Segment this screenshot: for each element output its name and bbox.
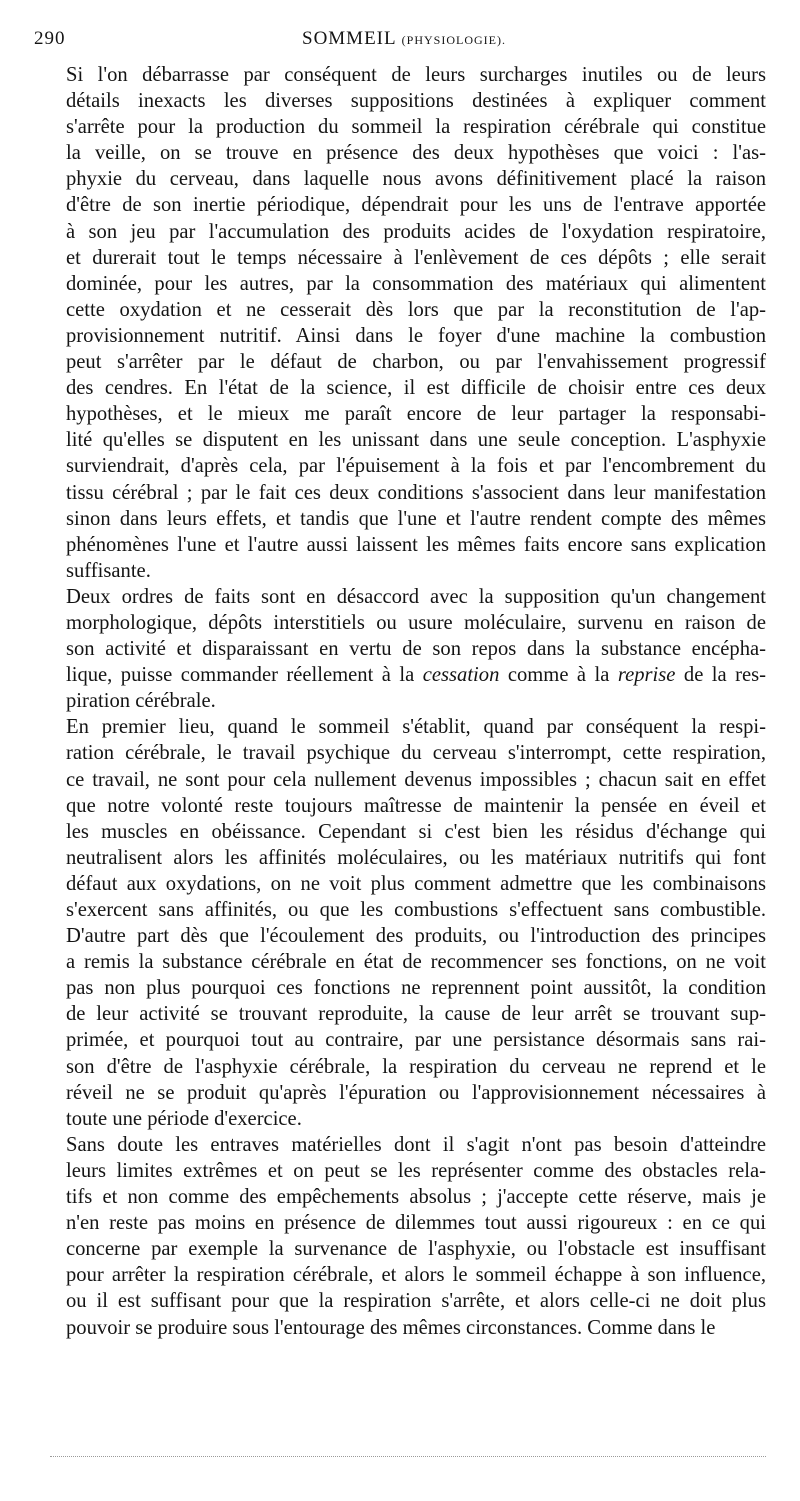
text-line: des cendres. En l'état de la science, il est difficile de choisir entre ces deux: [66, 377, 766, 400]
text-line: morphologique, dépôts interstitiels ou usure moléculaire, survenu en raison de: [66, 611, 766, 634]
text-line: les muscles en obéissance. Cependant si c'est bien les résidus d'échange qui: [66, 820, 766, 843]
text-line: s'exercent sans affinités, ou que les combustions s'effectuent sans combustible.: [66, 899, 766, 921]
text-line: concerne par exemple la survenance de l'asphyxie, ou l'obstacle est insuffisant: [66, 1238, 766, 1261]
running-title: [34, 28, 774, 50]
paragraph: [50, 584, 766, 714]
text-line: ce travail, ne sont pour cela nullement devenus impossibles ; chacun sait en effet: [66, 768, 766, 791]
text-line: toute une période d'exercice.: [66, 1107, 302, 1130]
text-line: pouvoir se produire sous l'entourage des mêmes circonstances. Comme dans le: [66, 1316, 716, 1339]
text-line: neutralisent alors les affinités moléculaires, ou les matériaux nutritifs qui font: [66, 846, 766, 869]
text-line: surviendrait, d'après cela, par l'épuisement à la fois et par l'encombrement du: [66, 455, 766, 478]
text-line: que notre volonté reste toujours maîtresse de maintenir la pensée en éveil et: [66, 794, 766, 817]
paragraph: [50, 62, 766, 584]
text-line: Si l'on débarrasse par conséquent de leurs surcharges inutiles ou de leurs: [66, 64, 766, 86]
text-line: défaut aux oxydations, on ne voit plus comment admettre que les combinaisons: [66, 872, 766, 895]
text-line: leurs limites extrêmes et on peut se les représenter comme des obstacles rela-: [66, 1159, 766, 1182]
text-line: pas non plus pourquoi ces fonctions ne reprennent point aussitôt, la condition: [66, 977, 766, 1000]
text-line: réveil ne se produit qu'après l'épuration ou l'approvisionnement nécessaires à: [66, 1081, 766, 1104]
paragraph: [50, 714, 766, 1132]
text-line: détails inexacts les diverses suppositions destinées à expliquer comment: [66, 90, 766, 113]
text-line: Sans doute les entraves matérielles dont il s'agit n'ont pas besoin d'atteindre: [66, 1133, 766, 1156]
text-line: pour arrêter la respiration cérébrale, et alors le sommeil échappe à son influence,: [66, 1264, 766, 1287]
text-line: sinon dans leurs effets, et tandis que l'une et l'autre rendent compte des mêmes: [66, 507, 766, 530]
text-line: suffisante.: [66, 559, 151, 582]
text-line: son d'être de l'asphyxie cérébrale, la respiration du cerveau ne reprend et le: [66, 1055, 766, 1078]
text-line: ration cérébrale, le travail psychique du cerveau s'interrompt, cette respiration,: [66, 742, 766, 765]
text-line: En premier lieu, quand le sommeil s'établit, quand par conséquent la respi-: [66, 716, 766, 739]
text-line: lique, puisse commander réellement à la cessation comme à la reprise de la res-: [66, 664, 766, 687]
text-line: tifs et non comme des empêchements absolus ; j'accepte cette réserve, mais je: [66, 1186, 766, 1209]
body-text: [50, 62, 766, 1341]
text-line: de leur activité se trouvant reproduite, la cause de leur arrêt se trouvant sup-: [66, 1003, 766, 1026]
text-line: n'en reste pas moins en présence de dilemmes tout aussi rigoureux : en ce qui: [66, 1212, 766, 1235]
text-line: phénomènes l'une et l'autre aussi laissent les mêmes faits encore sans explication: [66, 533, 766, 556]
text-line: cette oxydation et ne cesserait dès lors que par la reconstitution de l'ap-: [66, 298, 766, 321]
running-title-main: SOMMEIL: [302, 28, 396, 49]
text-line: la veille, on se trouve en présence des deux hypothèses que voici : l'as-: [66, 142, 766, 165]
footer-rule: [50, 1456, 766, 1457]
text-line: s'arrête pour la production du sommeil la respiration cérébrale qui constitue: [66, 116, 766, 139]
text-line: tissu cérébral ; par le fait ces deux conditions s'associent dans leur manifestation: [66, 481, 766, 504]
text-line: primée, et pourquoi tout au contraire, par une persistance désormais sans rai-: [66, 1029, 766, 1052]
text-line: D'autre part dès que l'écoulement des produits, ou l'introduction des principes: [66, 925, 766, 948]
text-line: phyxie du cerveau, dans laquelle nous avons définitivement placé la raison: [66, 168, 766, 191]
text-line: ou il est suffisant pour que la respiration s'arrête, et alors celle-ci ne doit plus: [66, 1290, 766, 1313]
text-line: peut s'arrêter par le défaut de charbon, ou par l'envahissement progressif: [66, 351, 766, 374]
text-line: provisionnement nutritif. Ainsi dans le foyer d'une machine la combustion: [66, 324, 766, 347]
text-line: piration cérébrale.: [66, 690, 216, 713]
text-line: lité qu'elles se disputent en les unissant dans une seule conception. L'asphyxie: [66, 429, 766, 452]
running-title-sub: (PHYSIOLOGIE).: [401, 33, 506, 47]
text-line: d'être de son inertie périodique, dépendrait pour les uns de l'entrave apportée: [66, 194, 766, 217]
text-line: a remis la substance cérébrale en état de recommencer ses fonctions, on ne voit: [66, 951, 766, 974]
text-line: dominée, pour les autres, par la consommation des matériaux qui alimentent: [66, 272, 766, 295]
text-line: son activité et disparaissant en vertu de son repos dans la substance encépha-: [66, 638, 766, 661]
page-header: [34, 28, 774, 58]
text-line: et durerait tout le temps nécessaire à l'enlèvement de ces dépôts ; elle serait: [66, 246, 766, 269]
page-number: 290: [34, 28, 66, 49]
text-line: à son jeu par l'accumulation des produits acides de l'oxydation respiratoire,: [66, 220, 766, 243]
text-line: Deux ordres de faits sont en désaccord avec la supposition qu'un changement: [66, 585, 766, 608]
paragraph: [50, 1132, 766, 1341]
text-line: hypothèses, et le mieux me paraît encore de leur partager la responsabi-: [66, 403, 766, 426]
